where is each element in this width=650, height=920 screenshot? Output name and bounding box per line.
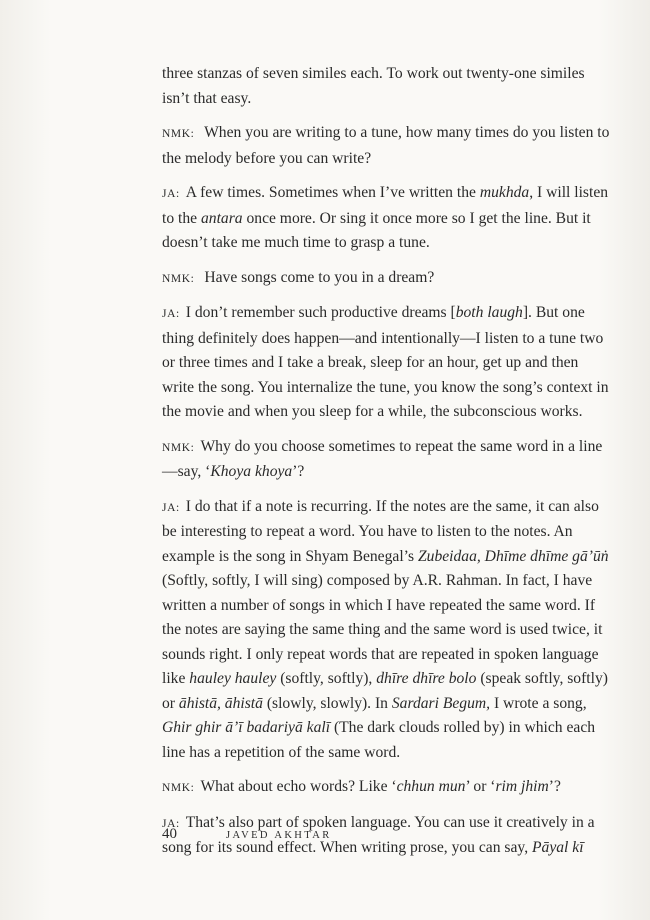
text-run: , I will listen to the [162,184,609,227]
running-footer-author: JAVED AKHTAR [226,830,332,841]
paragraph-text: When you are writing to a tune, how many times do you listen to the melody before you can write? [162,124,610,167]
text-run: That’s also part of spoken language. You can use it creatively in a song for its sound effect. When writing prose, you can say, [162,813,595,856]
italic-term: mukhda [479,184,530,201]
text-run: (The dark clouds rolled by) in which each line has a repetition of the same word. [162,719,596,761]
italic-term: Zubeidaa, Dhīme dhīme gā’ūṅ [417,547,609,565]
text-run: (softly, softly), [276,670,377,687]
speaker-label: JA: [162,308,180,320]
speaker-label: NMK: [162,441,195,454]
paragraph-question [162,435,614,485]
speaker-label: JA: [162,501,180,514]
page-number: 40 [162,826,177,842]
italic-term: hauley hauley [189,670,277,687]
italic-term: rim jhim [495,778,549,795]
italic-term: Pāyal kī [532,839,584,856]
paragraph-answer [162,301,614,425]
italic-term: chhun mun [396,778,466,795]
italic-term: Sardari Begum, [391,694,491,712]
speaker-label: NMK: [162,128,195,140]
text-run: ]. But one thing definitely does happen—and intentionally—I listen to a tune two or three times and I take a break, sleep for an hour, get up and then write the song. You internalize the tune, you know the song’s context in the movie and when you sleep for a while, the subconscious works. [162,304,609,420]
speaker-label: NMK: [162,272,195,285]
paragraph-continuation [162,62,614,111]
speaker-label: NMK: [162,782,195,794]
text-run: I do that if a note is recurring. If the notes are the same, it can also be interesting to repeat a word. You have to listen to the notes. An example is the song in Shyam Benegal’s [162,497,599,565]
text-run: Why do you choose sometimes to repeat the same word in a line—say, ‘ [162,437,603,480]
paragraph-text: three stanzas of seven similes each. To work out twenty-one similes isn’t that easy. [162,65,585,107]
italic-term: āhistā, āhistā [178,694,263,712]
speaker-label: JA: [162,817,180,830]
italic-term: Khoya khoya [210,463,293,480]
text-run: (slowly, slowly). In [262,694,392,712]
text-run: I wrote a song, [490,694,587,712]
text-block [162,62,614,871]
paragraph-question [162,775,614,801]
paragraph-question [162,266,614,292]
text-run: A few times. Sometimes when I’ve written the [185,184,480,201]
text-run: (Softly, softly, I will sing) composed by A.R. Rahman. In fact, I have written a number of songs in which I have repeated the same word. If the notes are saying the same thing and the same word is used twice, it sounds right. I only repeat words that are repeated in spoken language like [162,572,603,687]
paragraph-question [162,121,614,171]
text-run: ’? [548,778,561,795]
text-run: ’? [292,463,305,480]
italic-term: Ghir ghir ā’ī badariyā kalī [162,719,331,736]
paragraph-text: Have songs come to you in a dream? [204,268,435,286]
italic-term: antara [200,209,243,227]
text-run: once more. Or sing it once more so I get the line. But it doesn’t take me much time to grasp a tune. [162,209,591,251]
italic-term: both laugh [455,304,523,321]
italic-term: dhīre dhīre bolo [376,670,477,687]
speaker-label: JA: [162,188,180,200]
text-run: ’ or ‘ [465,778,496,795]
text-run: (speak softly, softly) or [162,670,608,712]
page-footer [162,826,332,843]
paragraph-answer [162,495,614,766]
text-run: I don’t remember such productive dreams [ [185,304,456,321]
text-run: What about echo words? Like ‘ [200,778,397,795]
paragraph-answer [162,181,614,256]
